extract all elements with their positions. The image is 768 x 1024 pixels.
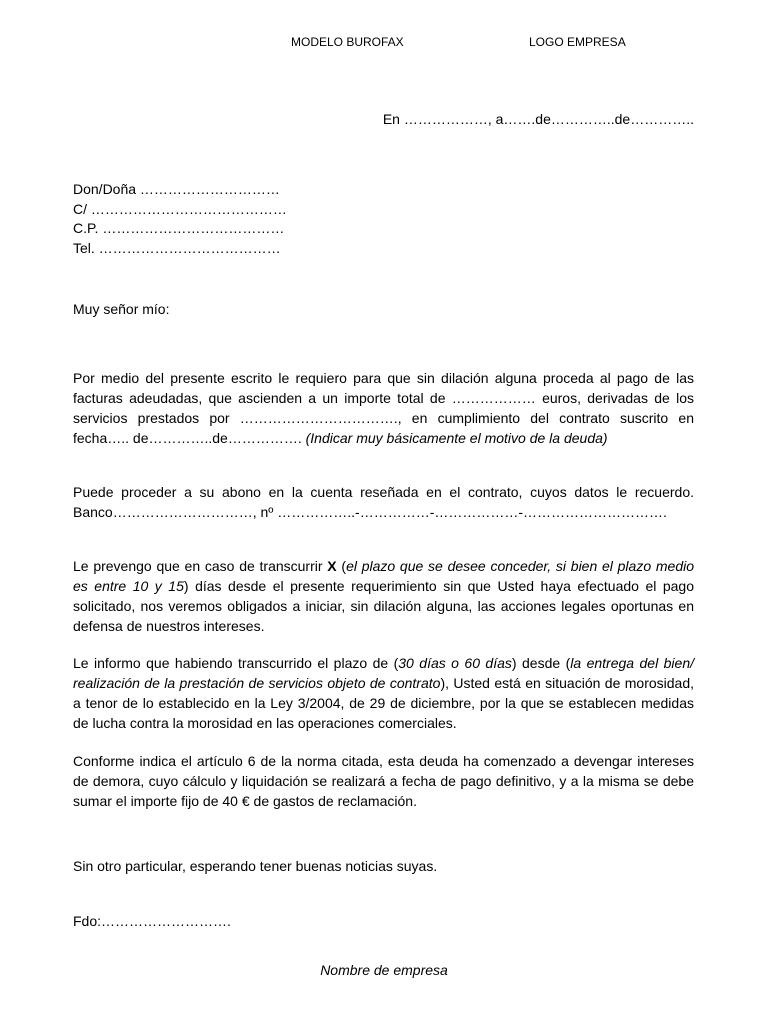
debt-reason-note: (Indicar muy básicamente el motivo de la deuda) — [305, 430, 608, 446]
date-line: En ………………, a…….de…………..de………….. — [382, 111, 694, 127]
recipient-street-line: C/ …………………………………… — [73, 200, 287, 217]
paragraph-payment-request-text: Por medio del presente escrito le requiero para que sin dilación alguna proceda al pago de las facturas adeudadas, que ascienden a un importe total de ……………… euros, derivadas de los servicios prestados por ……………………………., en cumplimiento del contrato suscrito en fecha….. de…………..de……………. — [73, 370, 694, 446]
notice-text-3: ), Usted está en situación de morosidad, a tenor de lo establecido en la Ley 3/2004, de 29 de diciembre, por la que se establecen medidas de lucha contra la morosidad en las operaciones comerciales. — [73, 675, 695, 731]
notice-event-note: la entrega del bien/ realización de la prestación de servicios objeto de contrato — [73, 655, 694, 691]
paragraph-interest: Conforme indica el artículo 6 de la norma citada, esta deuda ha comenzado a devengar intereses de demora, cuyo cálculo y liquidación se realizará a fecha de pago definitivo, y a la misma se debe sumar el importe fijo de 40 € de gastos de reclamación. — [73, 753, 694, 809]
logo-placeholder: LOGO EMPRESA — [529, 35, 626, 49]
notice-text-1: Le informo que habiendo transcurrido el plazo de ( — [73, 655, 399, 671]
recipient-name-line: Don/Doña ………………………… — [73, 181, 280, 197]
warning-text-2: ( — [336, 558, 347, 574]
paragraph-bank-account: Puede proceder a su abono en la cuenta reseñada en el contrato, cuyos datos le recuerdo. Banco…………………………, nº ……………..-……………-………………-…………………………. — [73, 484, 694, 520]
notice-period-note: 30 días o 60 días — [398, 655, 512, 671]
greeting: Muy señor mío: — [73, 301, 170, 317]
company-name-footer: Nombre de empresa — [320, 962, 448, 978]
paragraph-deadline-warning — [73, 556, 694, 636]
recipient-phone-line: Tel. ………………………………… — [73, 239, 281, 256]
recipient-address-block — [73, 180, 287, 258]
document-title: MODELO BUROFAX — [291, 35, 404, 49]
signature-line: Fdo:………………………. — [73, 913, 231, 929]
paragraph-payment-request — [73, 368, 694, 448]
closing-line: Sin otro particular, esperando tener buenas noticias suyas. — [73, 858, 438, 874]
warning-text-1: Le prevengo que en caso de transcurrir — [73, 558, 328, 574]
warning-text-3: ) días desde el presente requerimiento sin que Usted haya efectuado el pago solicitado, nos veremos obligados a iniciar, sin dilación alguna, las acciones legales oportunas en defensa de nuestros intereses. — [73, 578, 694, 634]
deadline-placeholder-x: X — [327, 558, 337, 574]
notice-text-2: ) desde ( — [511, 655, 571, 671]
recipient-postal-code-line: C.P. ………………………………… — [73, 220, 285, 236]
deadline-note: el plazo que se desee conceder, si bien el plazo medio es entre 10 y 15 — [73, 558, 695, 594]
paragraph-default-notice — [73, 653, 694, 733]
